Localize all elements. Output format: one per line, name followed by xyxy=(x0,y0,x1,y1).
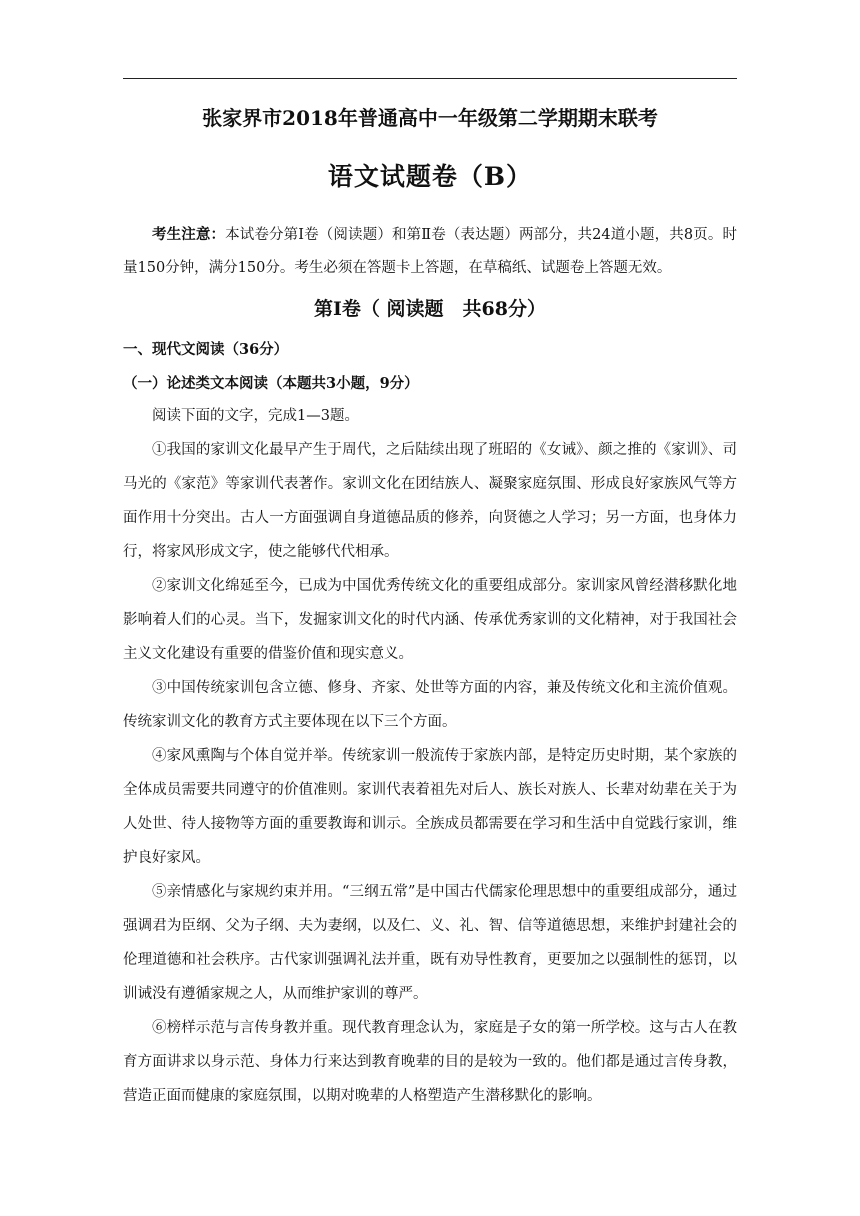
part-title: 第Ⅰ卷（ 阅读题 共68分） xyxy=(314,298,546,320)
notice-text: 本试卷分第Ⅰ卷（阅读题）和第Ⅱ卷（表达题）两部分，共24道小题，共8页。时量150分钟，满分150分。考生必须在答题卡上答题，在草稿纸、试题卷上答题无效。 xyxy=(123,227,737,276)
reading-passage xyxy=(123,399,737,1113)
passage-paragraph-5: ⑤亲情感化与家规约束并用。“三纲五常”是中国古代儒家伦理思想中的重要组成部分，通过强调君为臣纲、父为子纲、夫为妻纲，以及仁、义、礼、智、信等道德思想，来维护封建社会的伦理道德和社会秩序。古代家训强调礼法并重，既有劝导性教育，更要加之以强制性的惩罚，以训诫没有遵循家规之人，从而维护家训的尊严。 xyxy=(123,884,737,1002)
passage-paragraph-4: ④家风熏陶与个体自觉并举。传统家训一般流传于家族内部，是特定历史时期，某个家族的全体成员需要共同遵守的价值准则。家训代表着祖先对后人、族长对族人、长辈对幼辈在关于为人处世、待人接物等方面的重要教诲和训示。全族成员都需要在学习和生活中自觉践行家训，维护良好家风。 xyxy=(123,748,737,866)
passage-paragraph-2: ②家训文化绵延至今，已成为中国优秀传统文化的重要组成部分。家训家风曾经潜移默化地影响着人们的心灵。当下，发掘家训文化的时代内涵、传承优秀家训的文化精神，对于我国社会主义文化建设有重要的借鉴价值和现实意义。 xyxy=(123,578,737,662)
exam-notice xyxy=(123,218,737,285)
section-modern-reading: 一、现代文阅读（36分） xyxy=(123,341,289,358)
exam-title: 张家界市2018年普通高中一年级第二学期期末联考 xyxy=(202,106,658,130)
section-argumentative-reading: （一）论述类文本阅读（本题共3小题，9分） xyxy=(123,375,419,392)
header-rule xyxy=(123,78,737,79)
notice-label: 考生注意： xyxy=(152,226,226,243)
passage-paragraph-1: ①我国的家训文化最早产生于周代，之后陆续出现了班昭的《女诫》、颜之推的《家训》、司马光的《家范》等家训代表著作。家训文化在团结族人、凝聚家庭氛围、形成良好家族风气等方面作用十分突出。古人一方面强调自身道德品质的修养，向贤德之人学习；另一方面，也身体力行，将家风形成文字，使之能够代代相承。 xyxy=(123,442,737,560)
passage-paragraph-3: ③中国传统家训包含立德、修身、齐家、处世等方面的内容，兼及传统文化和主流价值观。传统家训文化的教育方式主要体现在以下三个方面。 xyxy=(123,680,737,730)
passage-instruction: 阅读下面的文字，完成1—3题。 xyxy=(152,408,359,424)
passage-paragraph-6: ⑥榜样示范与言传身教并重。现代教育理念认为，家庭是子女的第一所学校。这与古人在教育方面讲求以身示范、身体力行来达到教育晚辈的目的是较为一致的。他们都是通过言传身教，营造正面而健康的家庭氛围，以期对晚辈的人格塑造产生潜移默化的影响。 xyxy=(123,1020,737,1104)
paper-title: 语文试题卷（B） xyxy=(327,162,533,191)
